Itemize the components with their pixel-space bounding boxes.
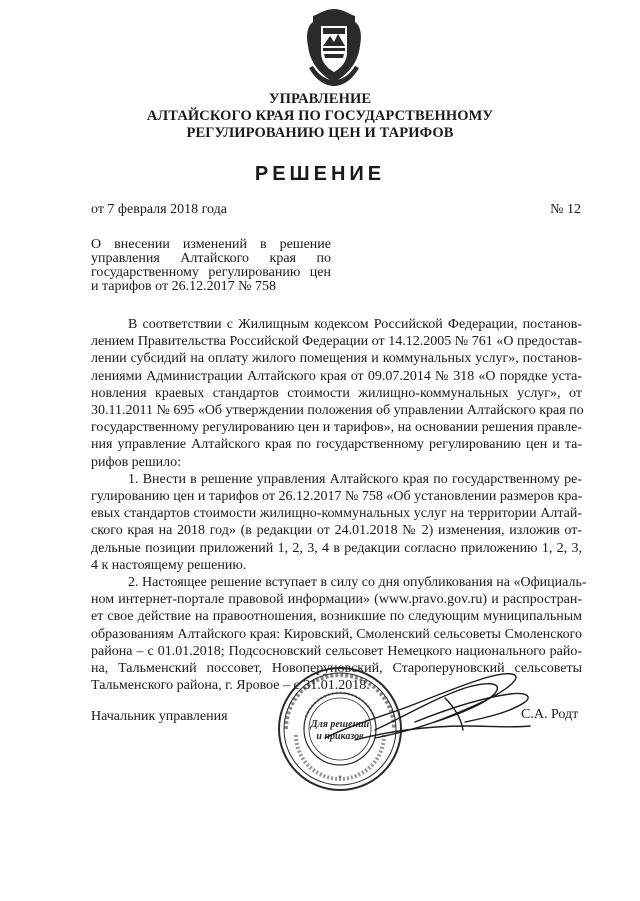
document-title: РЕШЕНИЕ [254,163,386,185]
org-name-line-3: РЕГУЛИРОВАНИЮ ЦЕН И ТАРИФОВ [186,125,454,141]
org-name-line-1: УПРАВЛЕНИЕ [268,91,372,107]
body-line: 4 к настоящему решению. [91,557,247,573]
coat-of-arms-emblem [297,6,371,88]
body-line: ном интернет-портале правовой информации» (www.pravo.gov.ru) и распростран- [91,592,582,608]
body-line: 1. Внести в решение управления Алтайского края по государственному ре- [128,471,582,487]
body-line: новления краевых стандартов стоимости жилищно-коммунальных услуг», от [91,385,582,401]
document-body [91,316,587,694]
body-line: образованиям Алтайского края: Кировский, Смоленский сельсоветы Смоленского [91,626,582,642]
body-line: гулированию цен и тарифов от 26.12.2017 № 758 «Об установлении размеров кра- [91,489,583,505]
subject-line: и тарифов от 26.12.2017 № 758 [91,279,276,294]
body-line: района – с 01.01.2018; Подсосновский сельсовет Немецкого национального райо- [91,643,582,659]
svg-text:*: * [338,774,342,783]
body-line: евых стандартов стоимости жилищно-коммунальных услуг на территории Алтай- [91,506,582,522]
body-line: лением Правительства Российской Федерации от 14.12.2005 № 761 «О предостав- [91,334,582,350]
document-date: от 7 февраля 2018 года [91,202,227,217]
body-line: ского края на 2018 год» (в редакции от 24.01.2018 № 2) изменения, изложив от- [91,523,582,539]
subject-line: государственному регулированию цен [91,265,331,280]
body-line: Тальменского района, г. Яровое – с 31.01.2018. [91,678,370,694]
signatory-name: С.А. Родт [521,707,579,722]
subject-line: управления Алтайского края по [91,251,331,266]
body-line: ет свое действие на правоотношения, возникшие по следующим муниципальным [91,609,582,625]
body-line: 2. Настоящее решение вступает в силу со дня опубликования на «Официаль- [128,575,587,591]
body-line: рифов решило: [91,454,182,470]
signatory-position: Начальник управления [91,709,228,724]
subject-line: О внесении изменений в решение [91,237,331,252]
document-number: № 12 [550,202,581,217]
body-line: В соответствии с Жилищным кодексом Российской Федерации, постанов- [128,317,582,332]
document-subject [91,238,331,294]
body-line: 30.11.2011 № 695 «Об утверждении положения об управлении Алтайского края по [91,403,584,419]
body-line: ния управление Алтайского края по государственному регулированию цен и та- [91,437,582,453]
handwritten-signature [315,668,540,748]
org-name-line-2: АЛТАЙСКОГО КРАЯ ПО ГОСУДАРСТВЕННОМУ [146,108,494,124]
body-line: на, Тальменский поссовет, Новоперуновский, Староперуновский сельсоветы [91,661,582,677]
body-line: лении субсидий на оплату жилого помещения и коммунальных услуг», постанов- [91,351,582,367]
body-line: дельные позиции приложений 1, 2, 3, 4 в редакции согласно приложению 1, 2, 3, [91,540,582,556]
stamp-center-text-2: и приказов [316,731,364,742]
body-line: государственному регулированию цен и тарифов», на основании решения правле- [91,420,582,436]
stamp-center-text-1: Для решений [310,719,370,730]
body-line: лениями Администрации Алтайского края от 09.07.2014 № 318 «О порядке уста- [91,368,582,384]
